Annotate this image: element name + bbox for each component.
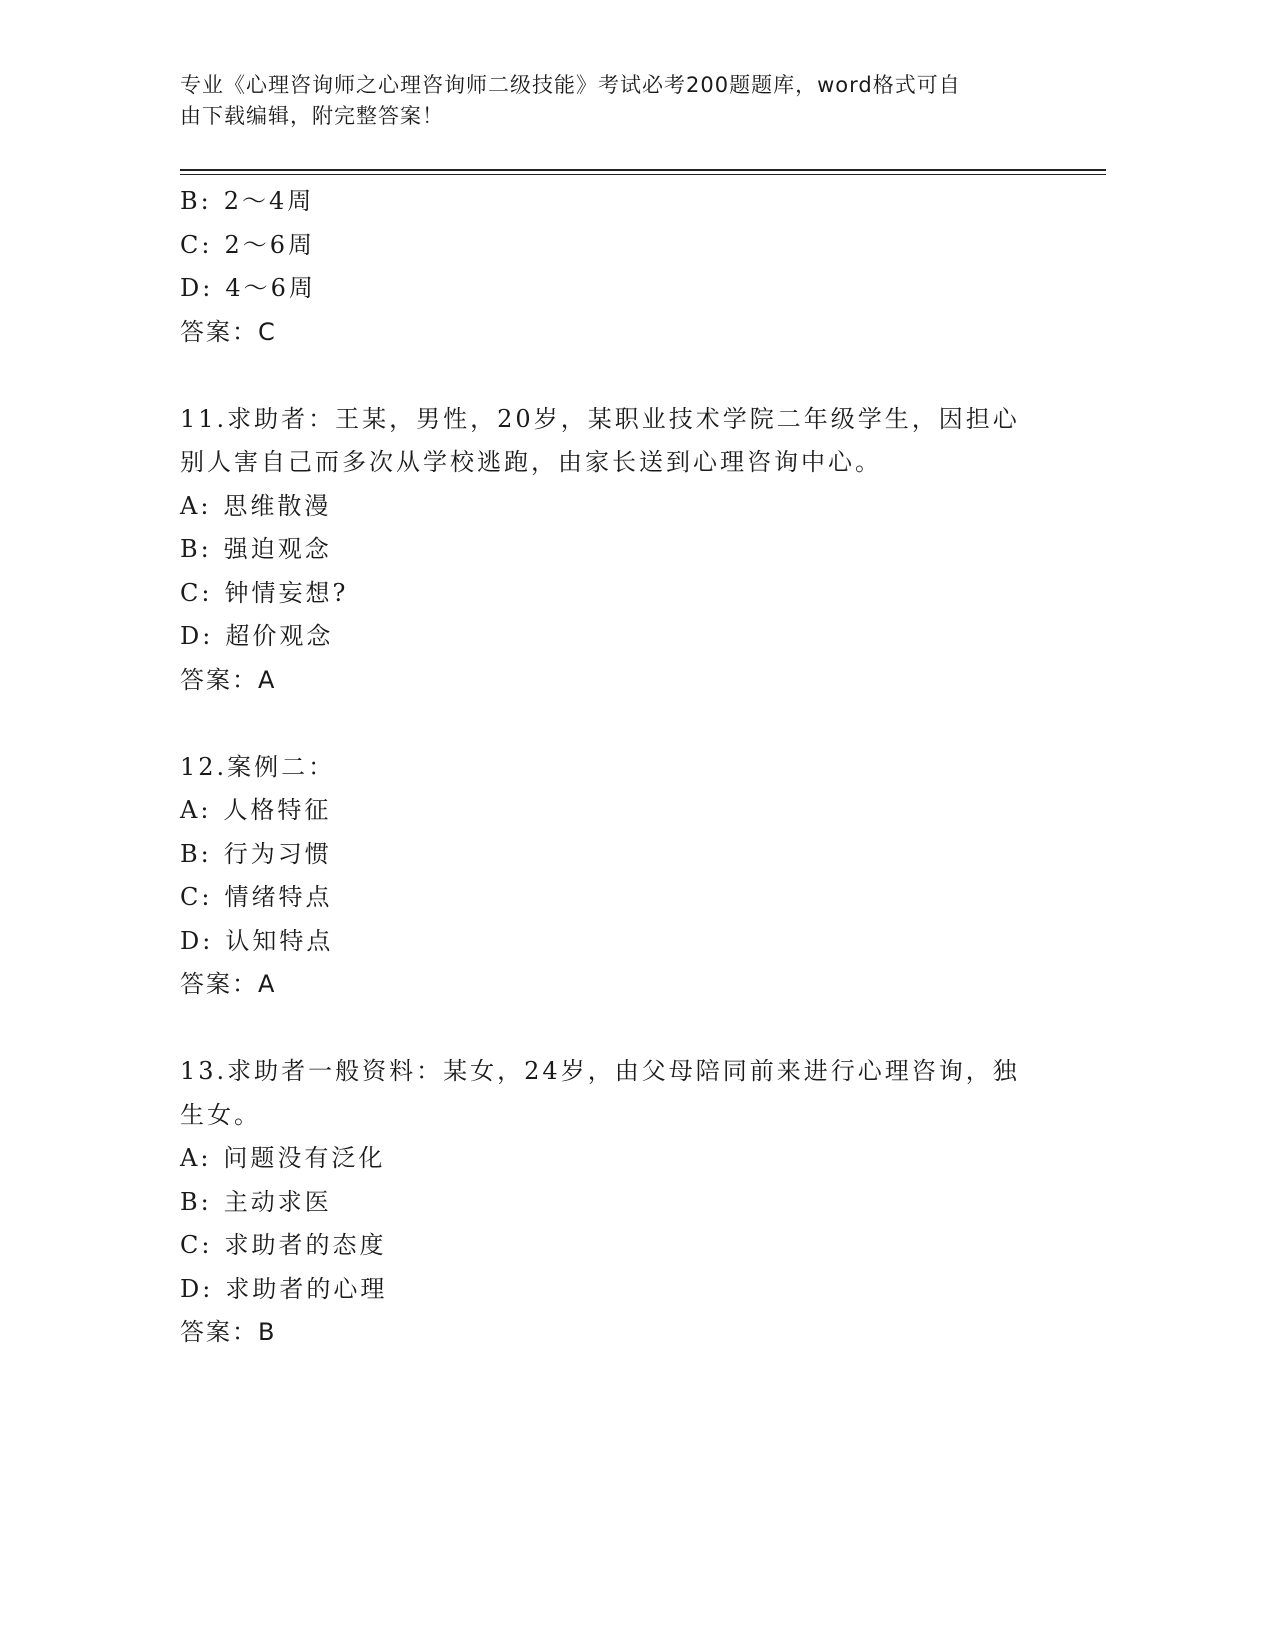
option-key: A: — [180, 491, 212, 520]
option-row — [180, 833, 1040, 877]
option-key: C: — [180, 230, 213, 259]
option-text: 人格特征 — [223, 796, 332, 824]
option-text: 认知特点 — [225, 926, 334, 955]
option-row — [180, 615, 1040, 659]
option-row — [180, 1224, 1040, 1268]
option-row — [180, 876, 1040, 920]
answer-line: 答案：A — [180, 665, 277, 694]
question-11 — [180, 398, 1040, 703]
option-text: 问题没有泛化 — [223, 1144, 386, 1172]
spacer — [180, 1007, 1040, 1051]
option-text: 4～6周 — [225, 274, 316, 302]
option-text: 2～4周 — [223, 187, 315, 215]
option-row — [180, 180, 1040, 224]
option-text: 行为习惯 — [223, 839, 332, 868]
option-key: C: — [180, 1231, 213, 1259]
option-row — [180, 267, 1040, 311]
answer-line: 答案：C — [180, 317, 277, 346]
option-key: B: — [180, 535, 212, 563]
option-row — [180, 485, 1040, 529]
option-row — [180, 1181, 1040, 1225]
option-key: D: — [180, 622, 214, 650]
option-key: B: — [180, 187, 212, 215]
answer-line: 答案：A — [180, 970, 277, 998]
spacer — [180, 354, 1040, 398]
question-stem: 13.求助者一般资料：某女，24岁，由父母陪同前来进行心理咨询，独生女。 — [180, 1057, 1020, 1129]
option-text: 钟情妄想? — [224, 578, 349, 607]
option-key: C: — [180, 578, 213, 607]
header-line-2: 由下载编辑，附完整答案！ — [180, 104, 444, 128]
option-key: A: — [180, 1144, 212, 1172]
option-row — [180, 1137, 1040, 1181]
option-row — [180, 920, 1040, 964]
header-line-1: 专业《心理咨询师之心理咨询师二级技能》考试必考200题题库，word格式可自 — [180, 73, 961, 97]
option-key: D: — [180, 926, 214, 955]
option-text: 情绪特点 — [224, 883, 333, 911]
option-text: 超价观念 — [225, 622, 334, 650]
option-text: 主动求医 — [223, 1187, 332, 1216]
option-text: 求助者的心理 — [225, 1274, 388, 1303]
option-row — [180, 528, 1040, 572]
question-list — [180, 180, 1040, 1355]
header-rule-thin — [180, 174, 1106, 175]
question-stem: 11.求助者：王某，男性，20岁，某职业技术学院二年级学生，因担心别人害自己而多次从学校逃跑，由家长送到心理咨询中心。 — [180, 404, 1020, 476]
option-key: A: — [180, 796, 212, 824]
option-text: 思维散漫 — [223, 491, 332, 520]
option-row — [180, 572, 1040, 616]
spacer — [180, 702, 1040, 746]
option-text: 2～6周 — [224, 230, 315, 259]
question-stem: 12.案例二： — [180, 752, 336, 781]
header-rule-thick — [180, 169, 1106, 171]
option-row — [180, 224, 1040, 268]
option-key: D: — [180, 1274, 214, 1303]
answer-line: 答案：B — [180, 1318, 277, 1346]
question-13 — [180, 1050, 1040, 1355]
option-text: 强迫观念 — [223, 535, 332, 563]
option-key: D: — [180, 274, 214, 302]
option-row — [180, 1268, 1040, 1312]
question-10-continued — [180, 180, 1040, 354]
question-12 — [180, 746, 1040, 1007]
option-key: B: — [180, 1187, 212, 1216]
option-key: B: — [180, 839, 212, 868]
option-text: 求助者的态度 — [224, 1231, 387, 1259]
option-key: C: — [180, 883, 213, 911]
option-row — [180, 789, 1040, 833]
document-header — [180, 70, 1040, 132]
